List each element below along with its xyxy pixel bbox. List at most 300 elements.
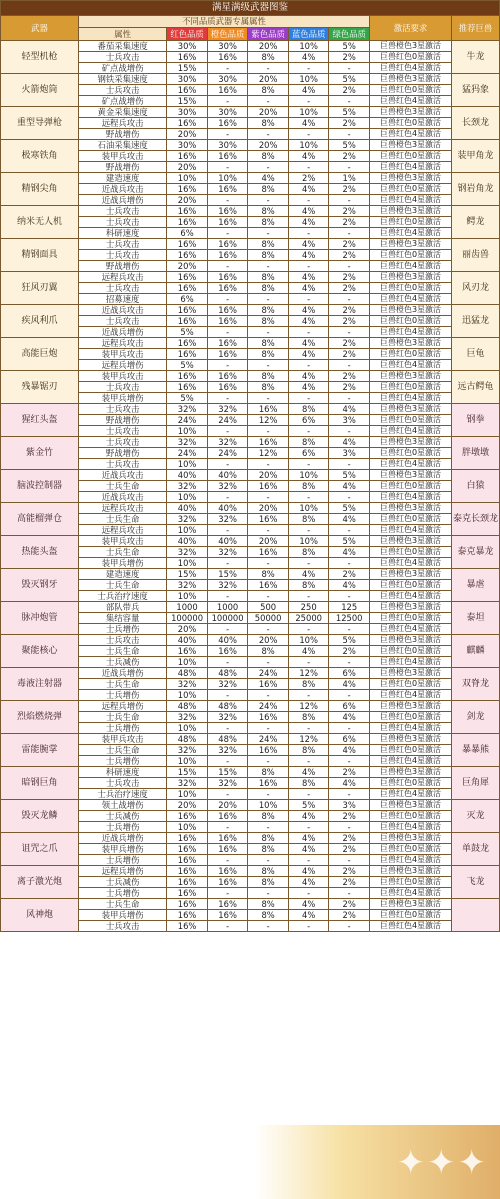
attr-name: 士兵治疗速度: [78, 789, 166, 800]
activation-requirement: 巨兽红色4星激活: [369, 393, 451, 404]
attr-value: 4%: [288, 272, 329, 283]
attr-value: 16%: [167, 283, 208, 294]
attr-value: 16%: [207, 646, 248, 657]
attr-value: -: [288, 690, 329, 701]
attr-value: 48%: [167, 668, 208, 679]
attr-value: 2%: [329, 217, 370, 228]
attr-name: 士兵生命: [78, 899, 166, 910]
attr-value: -: [207, 822, 248, 833]
attr-value: 8%: [288, 514, 329, 525]
attr-value: 8%: [248, 316, 289, 327]
attr-value: -: [329, 261, 370, 272]
attr-value: 16%: [248, 778, 289, 789]
attr-name: 士兵生命: [78, 514, 166, 525]
attr-value: 4%: [288, 910, 329, 921]
recommended-beast: [452, 899, 500, 932]
attr-value: 4%: [329, 745, 370, 756]
attr-name: 士兵生命: [78, 745, 166, 756]
attr-name: 远程兵攻击: [78, 503, 166, 514]
attr-value: -: [288, 624, 329, 635]
attr-value: 16%: [207, 338, 248, 349]
weapon-name: 轻型机枪: [1, 41, 79, 74]
attr-value: -: [207, 261, 248, 272]
watermark-overlay: [255, 1125, 500, 1199]
attr-value: -: [288, 393, 329, 404]
attr-name: 士兵治疗速度: [78, 591, 166, 602]
attr-value: 4%: [329, 778, 370, 789]
activation-requirement: 巨兽红色4星激活: [369, 96, 451, 107]
attr-value: 8%: [248, 272, 289, 283]
attr-value: 4%: [288, 767, 329, 778]
attr-value: 8%: [248, 217, 289, 228]
weapon-table-body: [1, 41, 500, 932]
recommended-beast: 牛龙: [452, 41, 500, 74]
activation-requirement: 巨兽橙色3星激活: [369, 767, 451, 778]
attr-value: -: [248, 294, 289, 305]
attr-value: 8%: [248, 250, 289, 261]
attr-value: -: [207, 525, 248, 536]
weapon-attr-row: [1, 503, 500, 514]
attr-name: 领土战增伤: [78, 800, 166, 811]
recommended-beast: 暴虐: [452, 569, 500, 602]
recommended-beast: 麒麟: [452, 635, 500, 668]
weapon-name: 紫金竹: [1, 437, 79, 470]
weapon-attr-row: [1, 569, 500, 580]
attr-value: -: [207, 63, 248, 74]
attr-value: 8%: [248, 184, 289, 195]
attr-value: 40%: [167, 503, 208, 514]
attr-value: -: [329, 822, 370, 833]
weapon-attr-row: [1, 41, 500, 52]
attr-value: 3%: [329, 415, 370, 426]
attr-value: 5%: [167, 360, 208, 371]
activation-requirement: 巨兽红色4星激活: [369, 459, 451, 470]
attr-value: -: [248, 195, 289, 206]
attr-value: 8%: [248, 569, 289, 580]
attr-value: 16%: [207, 910, 248, 921]
attr-value: 20%: [167, 162, 208, 173]
attr-name: 士兵生命: [78, 679, 166, 690]
attr-value: 32%: [207, 778, 248, 789]
attr-value: 2%: [329, 52, 370, 63]
attr-value: -: [207, 657, 248, 668]
attr-value: 30%: [167, 41, 208, 52]
recommended-beast: 暴暴熊: [452, 734, 500, 767]
attr-value: 16%: [167, 118, 208, 129]
attr-value: 16%: [248, 404, 289, 415]
attr-value: -: [207, 162, 248, 173]
attr-value: -: [248, 657, 289, 668]
attr-name: 近战兵攻击: [78, 184, 166, 195]
attr-value: 4%: [288, 866, 329, 877]
attr-value: -: [288, 129, 329, 140]
attr-value: -: [248, 723, 289, 734]
attr-value: -: [329, 591, 370, 602]
weapon-attr-row: [1, 734, 500, 745]
weapon-name: 极寒铁角: [1, 140, 79, 173]
weapon-name: 毁灭龙鳞: [1, 800, 79, 833]
header-quality-purple: 紫色品质: [248, 28, 289, 41]
attr-value: 15%: [167, 767, 208, 778]
attr-value: 4%: [288, 844, 329, 855]
attr-value: -: [288, 459, 329, 470]
attr-value: 32%: [207, 547, 248, 558]
weapon-attr-row: [1, 833, 500, 844]
attr-value: 5%: [329, 140, 370, 151]
attr-name: 近战兵增伤: [78, 668, 166, 679]
attr-value: 48%: [207, 668, 248, 679]
attr-value: 48%: [207, 734, 248, 745]
attr-value: 4%: [288, 382, 329, 393]
attr-value: 5%: [329, 635, 370, 646]
weapon-name: 暗钢巨角: [1, 767, 79, 800]
attr-name: 士兵攻击: [78, 239, 166, 250]
attr-value: -: [207, 624, 248, 635]
attr-value: 32%: [167, 679, 208, 690]
attr-value: 4%: [329, 679, 370, 690]
attr-value: 8%: [248, 118, 289, 129]
attr-value: 8%: [248, 239, 289, 250]
attr-value: 8%: [288, 580, 329, 591]
attr-value: 20%: [167, 129, 208, 140]
attr-value: 10%: [167, 426, 208, 437]
attr-value: 16%: [207, 206, 248, 217]
attr-name: 士兵攻击: [78, 921, 166, 932]
attr-name: 远程兵增伤: [78, 360, 166, 371]
attr-value: 16%: [248, 514, 289, 525]
attr-value: 100000: [167, 613, 208, 624]
attr-name: 招募速度: [78, 294, 166, 305]
attr-value: 10%: [167, 822, 208, 833]
attr-value: -: [288, 558, 329, 569]
attr-value: -: [329, 657, 370, 668]
attr-value: -: [288, 888, 329, 899]
attr-value: 16%: [167, 371, 208, 382]
attr-name: 黄金采集速度: [78, 107, 166, 118]
attr-value: -: [207, 195, 248, 206]
activation-requirement: 巨兽红色0星激活: [369, 811, 451, 822]
attr-value: 2%: [329, 877, 370, 888]
attr-value: 4%: [288, 338, 329, 349]
attr-value: 4%: [288, 877, 329, 888]
attr-value: 40%: [167, 635, 208, 646]
attr-value: 12%: [248, 415, 289, 426]
attr-value: 4%: [288, 316, 329, 327]
attr-value: 32%: [167, 745, 208, 756]
attr-value: -: [288, 294, 329, 305]
weapon-attr-row: [1, 800, 500, 811]
activation-requirement: 巨兽红色4星激活: [369, 360, 451, 371]
attr-value: -: [207, 756, 248, 767]
attr-value: -: [288, 228, 329, 239]
activation-requirement: 巨兽橙色3星激活: [369, 635, 451, 646]
attr-value: -: [329, 129, 370, 140]
attr-value: 6%: [329, 668, 370, 679]
attr-value: 4%: [329, 481, 370, 492]
attr-value: -: [329, 228, 370, 239]
attr-value: 2%: [329, 371, 370, 382]
attr-value: -: [329, 723, 370, 734]
attr-name: 装甲兵攻击: [78, 536, 166, 547]
activation-requirement: 巨兽红色4星激活: [369, 657, 451, 668]
attr-value: -: [288, 921, 329, 932]
attr-value: 6%: [329, 734, 370, 745]
weapon-attr-row: [1, 371, 500, 382]
attr-value: -: [248, 888, 289, 899]
attr-value: 2%: [329, 811, 370, 822]
attr-value: 8%: [248, 85, 289, 96]
attr-value: -: [288, 657, 329, 668]
activation-requirement: 巨兽红色4星激活: [369, 525, 451, 536]
attr-value: -: [288, 96, 329, 107]
attr-value: 32%: [207, 679, 248, 690]
attr-value: 4%: [288, 569, 329, 580]
attr-value: 10%: [167, 657, 208, 668]
activation-requirement: 巨兽橙色3星激活: [369, 734, 451, 745]
attr-value: 4%: [288, 811, 329, 822]
attr-value: 3%: [329, 448, 370, 459]
header-quality-green: 绿色品质: [329, 28, 370, 41]
attr-name: 士兵攻击: [78, 217, 166, 228]
weapon-name: 狂风刃翼: [1, 272, 79, 305]
activation-requirement: 巨兽橙色3星激活: [369, 668, 451, 679]
attr-value: 16%: [207, 833, 248, 844]
activation-requirement: 巨兽红色0星激活: [369, 85, 451, 96]
attr-value: 2%: [329, 866, 370, 877]
header-quality-orange: 橙色品质: [207, 28, 248, 41]
weapon-name: 火箭炮筒: [1, 74, 79, 107]
attr-value: 40%: [207, 536, 248, 547]
activation-requirement: 巨兽红色0星激活: [369, 283, 451, 294]
attr-value: 4%: [288, 250, 329, 261]
activation-requirement: 巨兽橙色3星激活: [369, 503, 451, 514]
attr-value: 30%: [167, 107, 208, 118]
attr-value: -: [329, 624, 370, 635]
attr-name: 矿点战增伤: [78, 63, 166, 74]
header-attr-group: 不同品质武器专属属性: [78, 16, 369, 28]
attr-value: 48%: [167, 701, 208, 712]
attr-name: 远程兵增伤: [78, 866, 166, 877]
weapon-attr-row: [1, 338, 500, 349]
activation-requirement: 巨兽橙色3星激活: [369, 107, 451, 118]
attr-name: 装甲兵增伤: [78, 844, 166, 855]
weapon-name: 毒液注射器: [1, 668, 79, 701]
attr-value: 16%: [167, 382, 208, 393]
weapon-name: 毁灭钢牙: [1, 569, 79, 602]
activation-requirement: 巨兽红色0星激活: [369, 481, 451, 492]
attr-value: 6%: [329, 701, 370, 712]
attr-value: 48%: [167, 734, 208, 745]
activation-requirement: 巨兽红色4星激活: [369, 162, 451, 173]
activation-requirement: 巨兽红色0星激活: [369, 646, 451, 657]
activation-requirement: 巨兽红色0星激活: [369, 52, 451, 63]
activation-requirement: 巨兽橙色3星激活: [369, 602, 451, 613]
attr-value: -: [329, 63, 370, 74]
attr-value: 15%: [167, 63, 208, 74]
attr-value: 20%: [167, 195, 208, 206]
attr-value: -: [207, 360, 248, 371]
attr-value: 4%: [288, 305, 329, 316]
attr-value: 32%: [207, 514, 248, 525]
attr-value: 4%: [329, 547, 370, 558]
attr-name: 近战兵增伤: [78, 833, 166, 844]
attr-name: 建造速度: [78, 173, 166, 184]
attr-value: 16%: [167, 646, 208, 657]
attr-value: 10%: [288, 140, 329, 151]
attr-name: 远程兵攻击: [78, 525, 166, 536]
attr-value: 16%: [167, 338, 208, 349]
attr-value: 16%: [207, 118, 248, 129]
attr-name: 士兵攻击: [78, 283, 166, 294]
activation-requirement: 巨兽红色0星激活: [369, 316, 451, 327]
attr-value: 2%: [329, 646, 370, 657]
weapon-attr-row: [1, 536, 500, 547]
activation-requirement: 巨兽红色0星激活: [369, 514, 451, 525]
attr-value: 40%: [207, 635, 248, 646]
activation-requirement: 巨兽红色0星激活: [369, 712, 451, 723]
watermark-glyphs: ✦✦✦: [396, 1143, 488, 1183]
attr-name: 科研速度: [78, 767, 166, 778]
attr-value: -: [207, 393, 248, 404]
attr-value: -: [248, 492, 289, 503]
attr-name: 士兵增伤: [78, 756, 166, 767]
weapon-name: 重型导弹枪: [1, 107, 79, 140]
attr-name: 士兵增伤: [78, 723, 166, 734]
attr-value: 16%: [207, 877, 248, 888]
activation-requirement: 巨兽红色0星激活: [369, 382, 451, 393]
weapon-attr-row: [1, 668, 500, 679]
attr-value: 16%: [167, 239, 208, 250]
attr-value: 500: [248, 602, 289, 613]
attr-value: 16%: [167, 184, 208, 195]
attr-value: 20%: [248, 107, 289, 118]
attr-value: 24%: [248, 701, 289, 712]
attr-value: 16%: [248, 580, 289, 591]
activation-requirement: 巨兽红色0星激活: [369, 877, 451, 888]
attr-value: -: [248, 756, 289, 767]
activation-requirement: 巨兽红色4星激活: [369, 756, 451, 767]
attr-name: 野战增伤: [78, 261, 166, 272]
attr-name: 装甲兵增伤: [78, 558, 166, 569]
attr-value: 8%: [248, 371, 289, 382]
attr-value: 16%: [207, 52, 248, 63]
attr-value: 10%: [167, 756, 208, 767]
attr-value: -: [288, 789, 329, 800]
attr-value: 16%: [207, 844, 248, 855]
activation-requirement: 巨兽橙色3星激活: [369, 305, 451, 316]
attr-name: 士兵攻击: [78, 52, 166, 63]
attr-value: 16%: [167, 272, 208, 283]
attr-value: -: [248, 327, 289, 338]
attr-value: 2%: [329, 338, 370, 349]
attr-value: -: [329, 426, 370, 437]
attr-value: 4%: [288, 151, 329, 162]
header-beast: 推荐巨兽: [452, 16, 500, 41]
attr-name: 科研速度: [78, 228, 166, 239]
weapon-name: 脉冲炮管: [1, 602, 79, 635]
activation-requirement: 巨兽红色4星激活: [369, 195, 451, 206]
attr-value: 8%: [248, 811, 289, 822]
header-requirement: 激活要求: [369, 16, 451, 41]
attr-value: 1000: [207, 602, 248, 613]
attr-value: 16%: [207, 283, 248, 294]
attr-value: 24%: [207, 448, 248, 459]
activation-requirement: 巨兽红色4星激活: [369, 558, 451, 569]
attr-value: -: [248, 558, 289, 569]
attr-value: 10%: [167, 690, 208, 701]
attr-value: 8%: [248, 910, 289, 921]
attr-value: 10%: [288, 107, 329, 118]
attr-value: 16%: [207, 349, 248, 360]
header-weapon: 武器: [1, 16, 79, 41]
weapon-name: 聚能核心: [1, 635, 79, 668]
weapon-attr-row: [1, 470, 500, 481]
attr-value: 32%: [167, 547, 208, 558]
attr-value: 20%: [207, 800, 248, 811]
attr-value: 20%: [167, 800, 208, 811]
attr-value: -: [288, 426, 329, 437]
attr-value: 8%: [248, 151, 289, 162]
recommended-beast: 巨角犀: [452, 767, 500, 800]
attr-value: 5%: [288, 800, 329, 811]
attr-name: 番茄采集速度: [78, 41, 166, 52]
attr-value: 50000: [248, 613, 289, 624]
attr-name: 士兵减伤: [78, 811, 166, 822]
weapon-name: 高能榴弹仓: [1, 503, 79, 536]
attr-value: 10%: [288, 536, 329, 547]
weapon-attr-row: [1, 74, 500, 85]
attr-value: -: [248, 921, 289, 932]
attr-name: 近战兵增伤: [78, 195, 166, 206]
attr-value: -: [329, 195, 370, 206]
attr-value: -: [288, 162, 329, 173]
attr-value: 16%: [167, 855, 208, 866]
weapon-name: 烈焰燃烧弹: [1, 701, 79, 734]
attr-value: 16%: [207, 184, 248, 195]
attr-value: 32%: [167, 481, 208, 492]
recommended-beast: 双脊龙: [452, 668, 500, 701]
recommended-beast: 单鼓龙: [452, 833, 500, 866]
attr-name: 远程兵攻击: [78, 118, 166, 129]
attr-value: 3%: [329, 800, 370, 811]
attr-value: 16%: [248, 745, 289, 756]
attr-value: -: [207, 492, 248, 503]
weapon-name: 雷能腕掌: [1, 734, 79, 767]
attr-name: 士兵增伤: [78, 888, 166, 899]
attr-value: -: [207, 294, 248, 305]
attr-name: 士兵生命: [78, 646, 166, 657]
attr-value: 30%: [207, 140, 248, 151]
weapon-attr-row: [1, 239, 500, 250]
attr-value: 2%: [329, 382, 370, 393]
weapon-attr-row: [1, 173, 500, 184]
attr-value: 16%: [248, 437, 289, 448]
attr-value: -: [329, 393, 370, 404]
attr-value: 10%: [167, 789, 208, 800]
attr-value: -: [329, 756, 370, 767]
attr-value: 5%: [329, 107, 370, 118]
attr-value: 32%: [207, 481, 248, 492]
attr-value: 10%: [207, 173, 248, 184]
attr-value: 40%: [207, 470, 248, 481]
attr-value: 20%: [248, 140, 289, 151]
recommended-beast: 巨龟: [452, 338, 500, 371]
attr-name: 士兵攻击: [78, 382, 166, 393]
attr-value: 2%: [329, 349, 370, 360]
activation-requirement: 巨兽橙色3星激活: [369, 371, 451, 382]
attr-value: -: [329, 789, 370, 800]
attr-value: 4%: [288, 118, 329, 129]
